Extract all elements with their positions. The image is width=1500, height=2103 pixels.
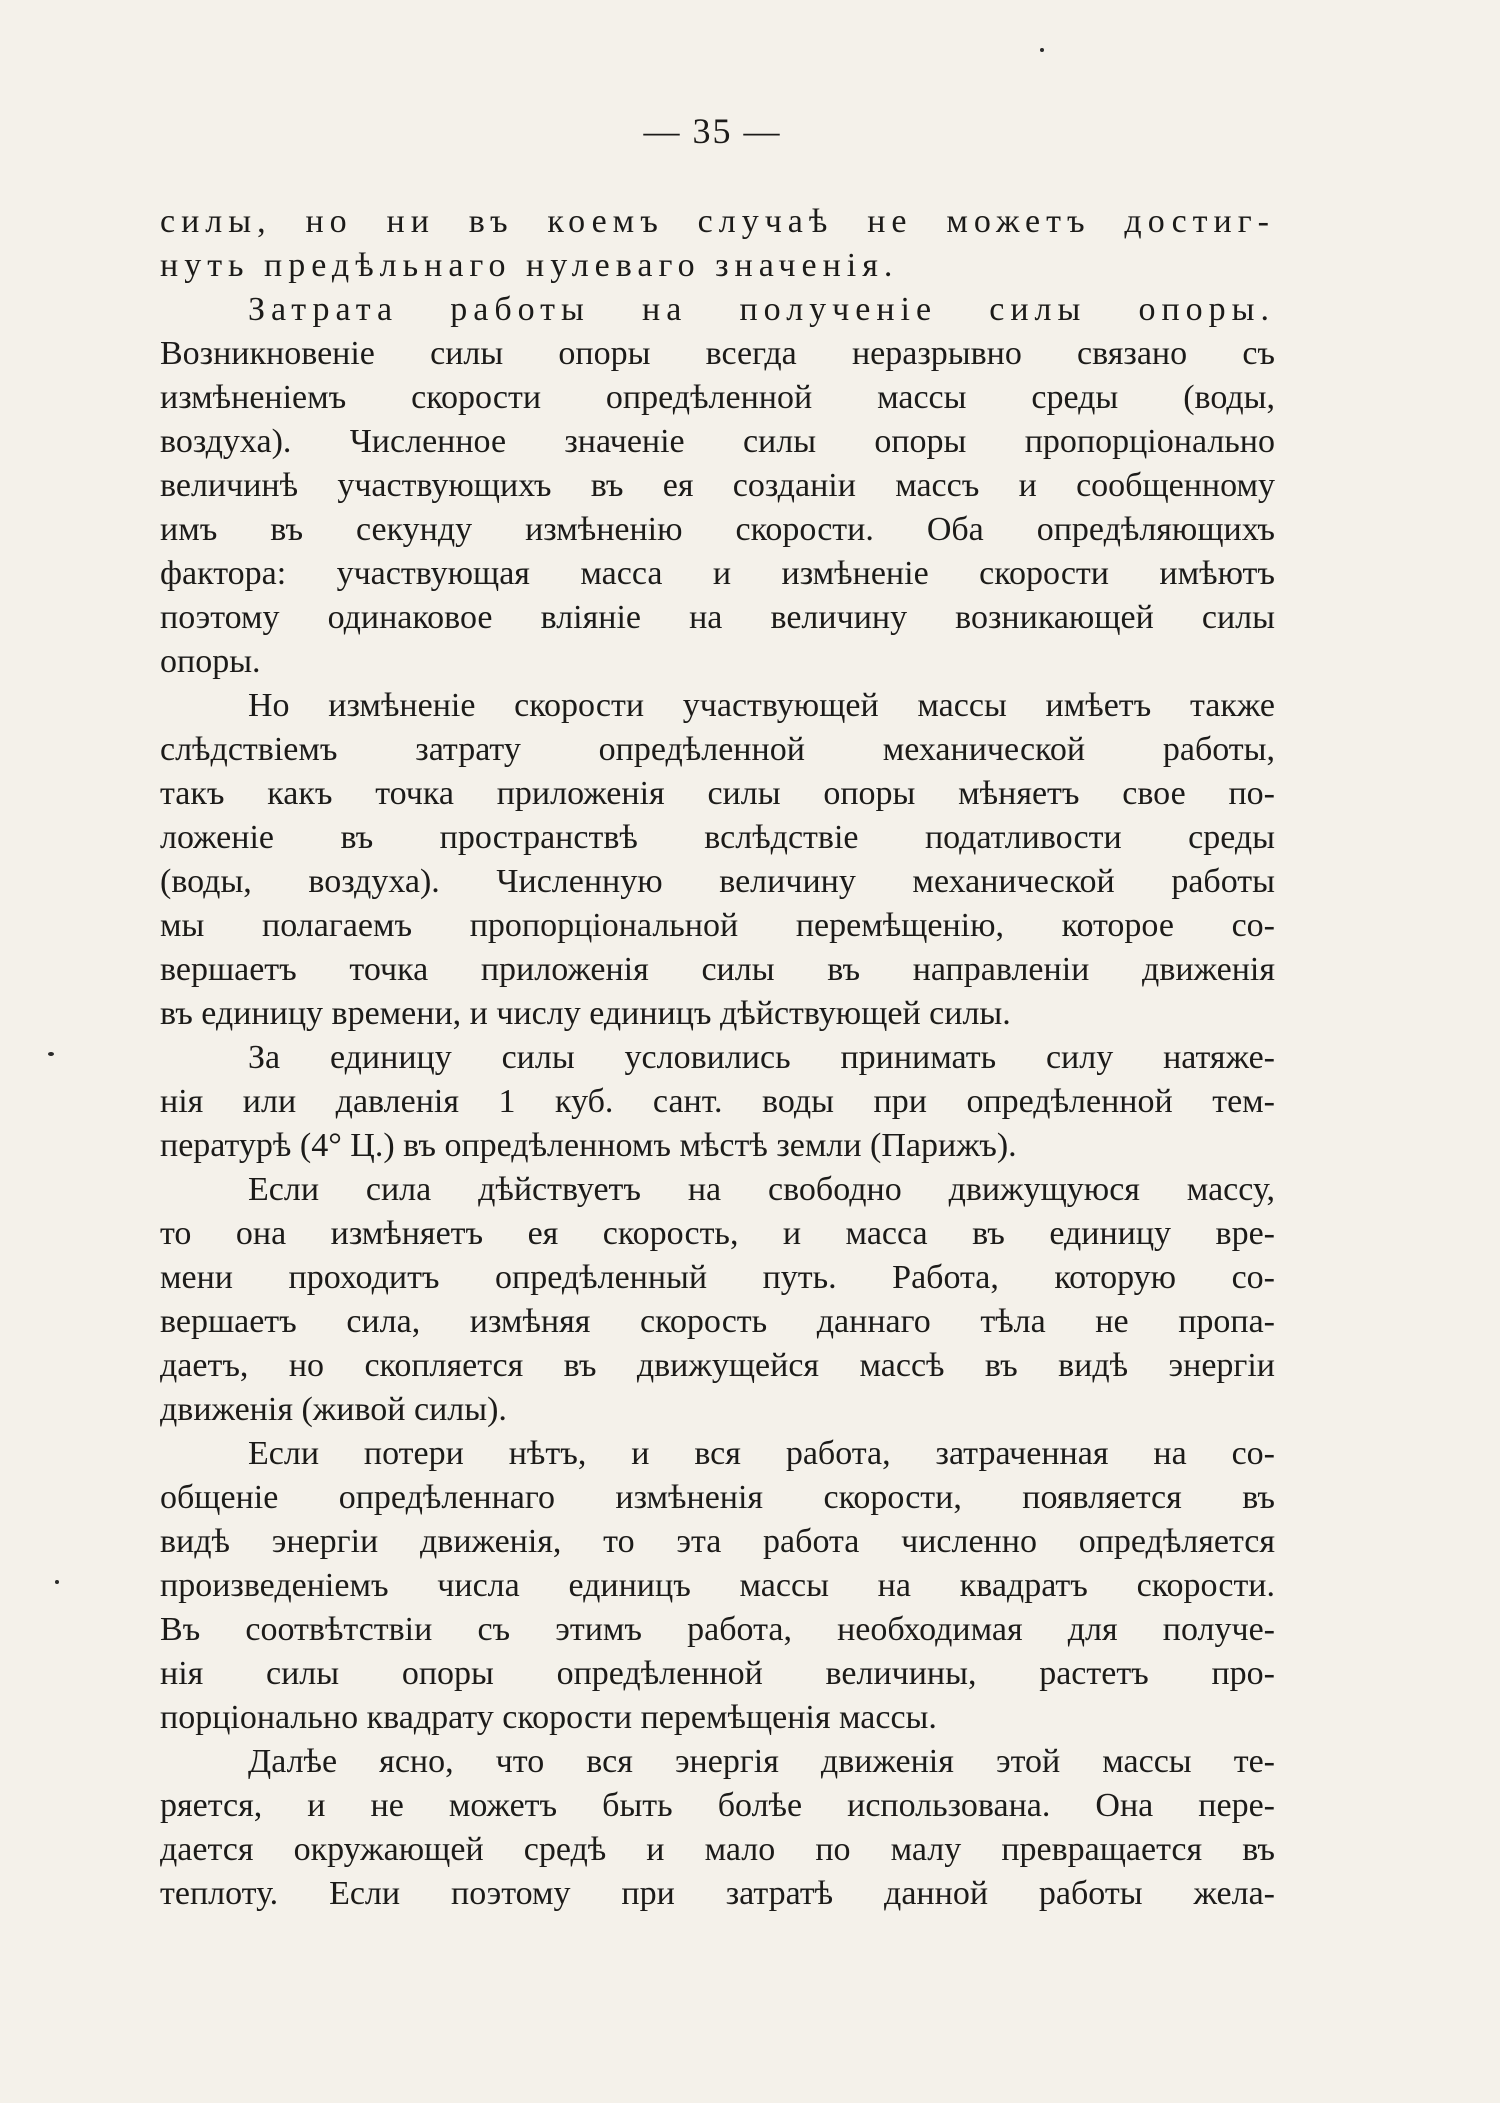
text-line: нуть предѣльнаго нулеваго значенія. [160, 247, 899, 284]
text-line: мени проходитъ опредѣленный путь. Работа, которую со- [160, 1259, 1275, 1296]
paper-speck [48, 1052, 54, 1056]
text-line: поэтому одинаковое вліяніе на величину возникающей силы [160, 599, 1275, 636]
body-text [160, 200, 1275, 1916]
text-line: (воды, воздуха). Численную величину механической работы [160, 863, 1275, 900]
text-line: движенія (живой силы). [160, 1391, 507, 1428]
text-line: пературѣ (4° Ц.) въ опредѣленномъ мѣстѣ земли (Парижъ). [160, 1127, 1017, 1164]
text-line: Если потери нѣтъ, и вся работа, затраченная на со- [248, 1435, 1275, 1472]
text-line: Затрата работы на полученіе силы опоры. [248, 291, 1275, 328]
paper-speck [55, 1580, 59, 1584]
text-line: Возникновеніе силы опоры всегда неразрывно связано съ [160, 335, 1275, 372]
text-line: опоры. [160, 643, 261, 680]
text-line: измѣненіемъ скорости опредѣленной массы среды (воды, [160, 379, 1275, 416]
text-line: вершаетъ точка приложенія силы въ направленіи движенія [160, 951, 1275, 988]
text-line: имъ въ секунду измѣненію скорости. Оба опредѣляющихъ [160, 511, 1275, 548]
text-line: величинѣ участвующихъ въ ея созданіи массъ и сообщенному [160, 467, 1275, 504]
text-line: даетъ, но скопляется въ движущейся массѣ въ видѣ энергіи [160, 1347, 1275, 1384]
text-line: общеніе опредѣленнаго измѣненія скорости, появляется въ [160, 1479, 1275, 1516]
text-line: За единицу силы условились принимать силу натяже- [248, 1039, 1275, 1076]
text-line: ряется, и не можетъ быть болѣе использована. Она пере- [160, 1787, 1275, 1824]
text-line: слѣдствіемъ затрату опредѣленной механической работы, [160, 731, 1275, 768]
text-line: воздуха). Численное значеніе силы опоры пропорціонально [160, 423, 1275, 460]
text-line: видѣ энергіи движенія, то эта работа численно опредѣляется [160, 1523, 1275, 1560]
text-line: Но измѣненіе скорости участвующей массы имѣетъ также [248, 687, 1275, 724]
text-line: произведеніемъ числа единицъ массы на квадратъ скорости. [160, 1567, 1275, 1604]
paper-speck [1040, 48, 1044, 52]
text-line: порціонально квадрату скорости перемѣщенія массы. [160, 1699, 937, 1736]
text-line: Если сила дѣйствуетъ на свободно движущуюся массу, [248, 1171, 1275, 1208]
page-number: — 35 — [643, 111, 782, 151]
text-line: такъ какъ точка приложенія силы опоры мѣняетъ свое по- [160, 775, 1275, 812]
text-line: дается окружающей средѣ и мало по малу превращается въ [160, 1831, 1275, 1868]
text-line: нія силы опоры опредѣленной величины, растетъ про- [160, 1655, 1275, 1692]
text-line: то она измѣняетъ ея скорость, и масса въ единицу вре- [160, 1215, 1275, 1252]
text-line: силы, но ни въ коемъ случаѣ не можетъ достиг- [160, 203, 1275, 240]
text-line: фактора: участвующая масса и измѣненіе скорости имѣютъ [160, 555, 1275, 592]
text-line: теплоту. Если поэтому при затратѣ данной работы жела- [160, 1875, 1275, 1912]
text-line: Въ соотвѣтствіи съ этимъ работа, необходимая для получе- [160, 1611, 1275, 1648]
text-line: нія или давленія 1 куб. сант. воды при опредѣленной тем- [160, 1083, 1275, 1120]
text-line: ложеніе въ пространствѣ вслѣдствіе податливости среды [160, 819, 1275, 856]
text-line: вершаетъ сила, измѣняя скорость даннаго тѣла не пропа- [160, 1303, 1275, 1340]
text-line: Далѣе ясно, что вся энергія движенія этой массы те- [248, 1743, 1275, 1780]
text-line: въ единицу времени, и числу единицъ дѣйствующей силы. [160, 995, 1011, 1032]
text-line: мы полагаемъ пропорціональной перемѣщенію, которое со- [160, 907, 1275, 944]
